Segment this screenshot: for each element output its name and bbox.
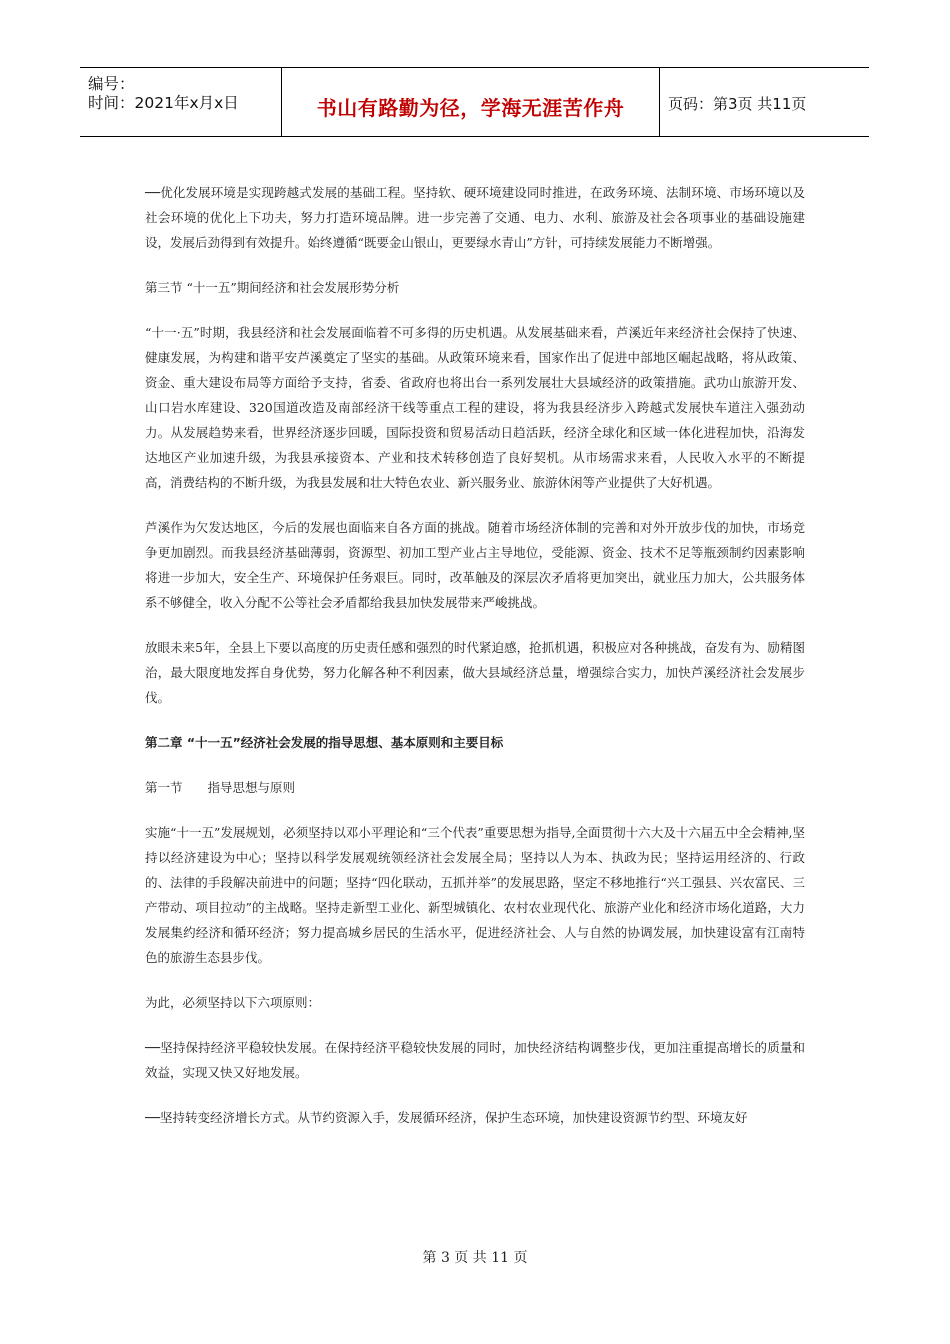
paragraph-principle-1: ──坚持保持经济平稳较快发展。在保持经济平稳较快发展的同时，加快经济结构调整步伐，更加注重提高增长的质量和效益，实现又快又好地发展。 [145,1040,805,1080]
paragraph-challenges: 芦溪作为欠发达地区，今后的发展也面临来自各方面的挑战。随着市场经济体制的完善和对外开放步伐的加快，市场竞争更加剧烈。而我县经济基础薄弱，资源型、初加工型产业占主导地位，受能源、资金、技术不足等瓶颈制约因素影响将进一步加大，安全生产、环境保护任务艰巨。同时，改革触及的深层次矛盾将更加突出，就业压力加大，公共服务体系不够健全，收入分配不公等社会矛盾都给我县加快发展带来严峻挑战。 [145,520,805,610]
header-right-cell [660,68,869,136]
header-motto: 书山有路勤为径，学海无涯苦作舟 [316,96,625,120]
paragraph-opportunities: “十一·五”时期，我县经济和社会发展面临着不可多得的历史机遇。从发展基础来看，芦溪近年来经济社会保持了快速、健康发展，为构建和谐平安芦溪奠定了坚实的基础。从政策环境来看，国家作出了促进中部地区崛起战略，将从政策、资金、重大建设布局等方面给予支持，省委、省政府也将出台一系列发展壮大县域经济的政策措施。武功山旅游开发、山口岩水库建设、320国道改造及南部经济干线等重点工程的建设，将为我县经济步入跨越式发展快车道注入强劲动力。从发展趋势来看，世界经济逐步回暖，国际投资和贸易活动日趋活跃，经济全球化和区域一体化进程加快，沿海发达地区产业加速升级，为我县承接资本、产业和技术转移创造了良好契机。从市场需求来看，人民收入水平的不断提高，消费结构的不断升级，为我县发展和壮大特色农业、新兴服务业、旅游休闲等产业提供了大好机遇。 [145,325,805,490]
document-number-label: 编号： [88,75,135,93]
paragraph-principle-2: ──坚持转变经济增长方式。从节约资源入手，发展循环经济，保护生态环境，加快建设资源节约型、环境友好 [145,1110,748,1125]
header-motto-cell [282,68,660,136]
header-left-cell [80,68,282,136]
header-page-number: 页码：第3页 共11页 [668,95,807,113]
page-footer: 第 3 页 共 11 页 [422,1250,528,1266]
document-time-label: 时间：2021年x月x日 [88,94,239,112]
paragraph-principles-intro: 为此，必须坚持以下六项原则： [145,995,321,1010]
section-heading-situation: 第三节 “十一五”期间经济和社会发展形势分析 [145,280,400,295]
section-heading-guiding: 第一节 指导思想与原则 [145,780,296,795]
paragraph-outlook: 放眼未来5年，全县上下要以高度的历史责任感和强烈的时代紧迫感，抢抓机遇，积极应对各种挑战，奋发有为、励精图治，最大限度地发挥自身优势，努力化解各种不利因素，做大县域经济总量，增强综合实力，加快芦溪经济社会发展步伐。 [145,640,805,705]
page-header [80,67,869,137]
paragraph-environment: ──优化发展环境是实现跨越式发展的基础工程。坚持软、硬环境建设同时推进，在政务环境、法制环境、市场环境以及社会环境的优化上下功夫，努力打造环境品牌。进一步完善了交通、电力、水利、旅游及社会各项事业的基础设施建设，发展后劲得到有效提升。始终遵循“既要金山银山，更要绿水青山”方针，可持续发展能力不断增强。 [145,185,805,250]
document-body [145,180,805,1150]
paragraph-guiding-thought: 实施“十一五”发展规划，必须坚持以邓小平理论和“三个代表”重要思想为指导,全面贯彻十六大及十六届五中全会精神,坚持以经济建设为中心；坚持以科学发展观统领经济社会发展全局；坚持以人为本、执政为民；坚持运用经济的、行政的、法律的手段解决前进中的问题；坚持“四化联动，五抓并举”的发展思路，坚定不移地推行“兴工强县、兴农富民、三产带动、项目拉动”的主战略。坚持走新型工业化、新型城镇化、农村农业现代化、旅游产业化和经济市场化道路，大力发展集约经济和循环经济；努力提高城乡居民的生活水平，促进经济社会、人与自然的协调发展，加快建设富有江南特色的旅游生态县步伐。 [145,825,805,965]
chapter-heading-2: 第二章 “十一五”经济社会发展的指导思想、基本原则和主要目标 [145,735,504,750]
